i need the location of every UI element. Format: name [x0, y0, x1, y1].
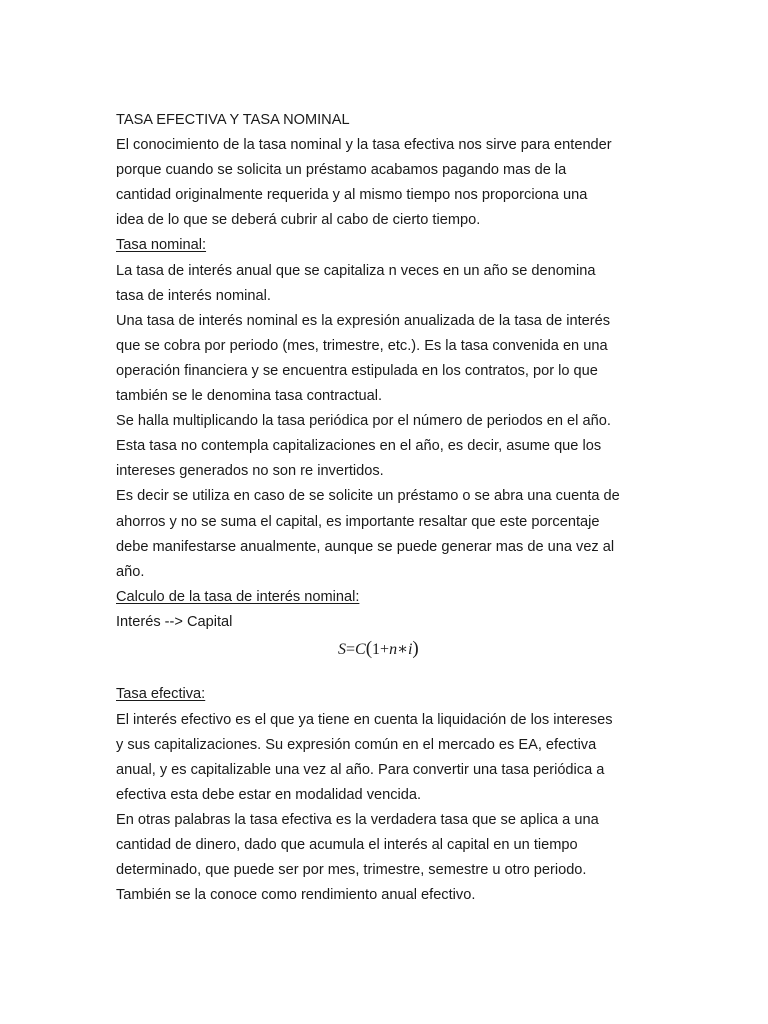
efectiva-line: cantidad de dinero, dado que acumula el interés al capital en un tiempo — [116, 837, 578, 854]
efectiva-line: En otras palabras la tasa efectiva es la verdadera tasa que se aplica a una — [116, 811, 599, 828]
formula-right-paren: ) — [412, 637, 419, 659]
nominal-line: ahorros y no se suma el capital, es importante resaltar que este porcentaje — [116, 513, 600, 530]
formula-plus: + — [380, 640, 390, 658]
nominal-line: debe manifestarse anualmente, aunque se puede generar mas de una vez al — [116, 538, 615, 555]
nominal-line: que se cobra por periodo (mes, trimestre, etc.). Es la tasa convenida en una — [116, 337, 608, 354]
nominal-line: tasa de interés nominal. — [116, 287, 271, 304]
efectiva-line: El interés efectivo es el que ya tiene en cuenta la liquidación de los intereses — [116, 711, 613, 728]
intro-line: cantidad originalmente requerida y al mismo tiempo nos proporciona una — [116, 187, 588, 204]
nominal-line: Es decir se utiliza en caso de se solicite un préstamo o se abra una cuenta de — [116, 488, 620, 505]
formula-c: C — [355, 640, 366, 658]
intro-line: porque cuando se solicita un préstamo acabamos pagando mas de la — [116, 162, 567, 179]
formula-equals: = — [346, 640, 356, 658]
efectiva-line: También se la conoce como rendimiento anual efectivo. — [116, 887, 476, 904]
intro-line: idea de lo que se deberá cubrir al cabo de cierto tiempo. — [116, 212, 481, 229]
efectiva-line: determinado, que puede ser por mes, trimestre, semestre u otro periodo. — [116, 862, 587, 879]
nominal-formula — [116, 635, 756, 662]
intro-line: El conocimiento de la tasa nominal y la tasa efectiva nos sirve para entender — [116, 137, 612, 154]
formula-times: ∗ — [397, 640, 408, 658]
calc-line: Interés --> Capital — [116, 613, 233, 630]
nominal-line: La tasa de interés anual que se capitaliza n veces en un año se denomina — [116, 262, 596, 279]
nominal-line: operación financiera y se encuentra estipulada en los contratos, por lo que — [116, 362, 598, 379]
nominal-line: Esta tasa no contempla capitalizaciones en el año, es decir, asume que los — [116, 438, 602, 455]
formula-s: S — [338, 640, 346, 658]
formula-i: i — [407, 640, 413, 658]
nominal-line: año. — [116, 563, 145, 580]
efectiva-heading: Tasa efectiva: — [116, 686, 206, 703]
formula-left-paren: ( — [365, 637, 373, 659]
efectiva-line: y sus capitalizaciones. Su expresión común en el mercado es EA, efectiva — [116, 736, 597, 753]
calc-heading: Calculo de la tasa de interés nominal: — [116, 588, 360, 605]
formula-n: n — [389, 640, 398, 658]
nominal-line: intereses generados no son re invertidos. — [116, 463, 384, 480]
efectiva-line: efectiva esta debe estar en modalidad vencida. — [116, 786, 422, 803]
nominal-heading: Tasa nominal: — [116, 237, 207, 254]
document-title: TASA EFECTIVA Y TASA NOMINAL — [116, 112, 350, 128]
nominal-line: Se halla multiplicando la tasa periódica por el número de periodos en el año. — [116, 413, 611, 430]
nominal-line: también se le denomina tasa contractual. — [116, 388, 383, 405]
formula-one: 1 — [372, 640, 381, 658]
nominal-line: Una tasa de interés nominal es la expresión anualizada de la tasa de interés — [116, 312, 611, 329]
efectiva-line: anual, y es capitalizable una vez al año. Para convertir una tasa periódica a — [116, 761, 605, 778]
blank-line — [116, 662, 756, 683]
document-page — [116, 108, 756, 908]
